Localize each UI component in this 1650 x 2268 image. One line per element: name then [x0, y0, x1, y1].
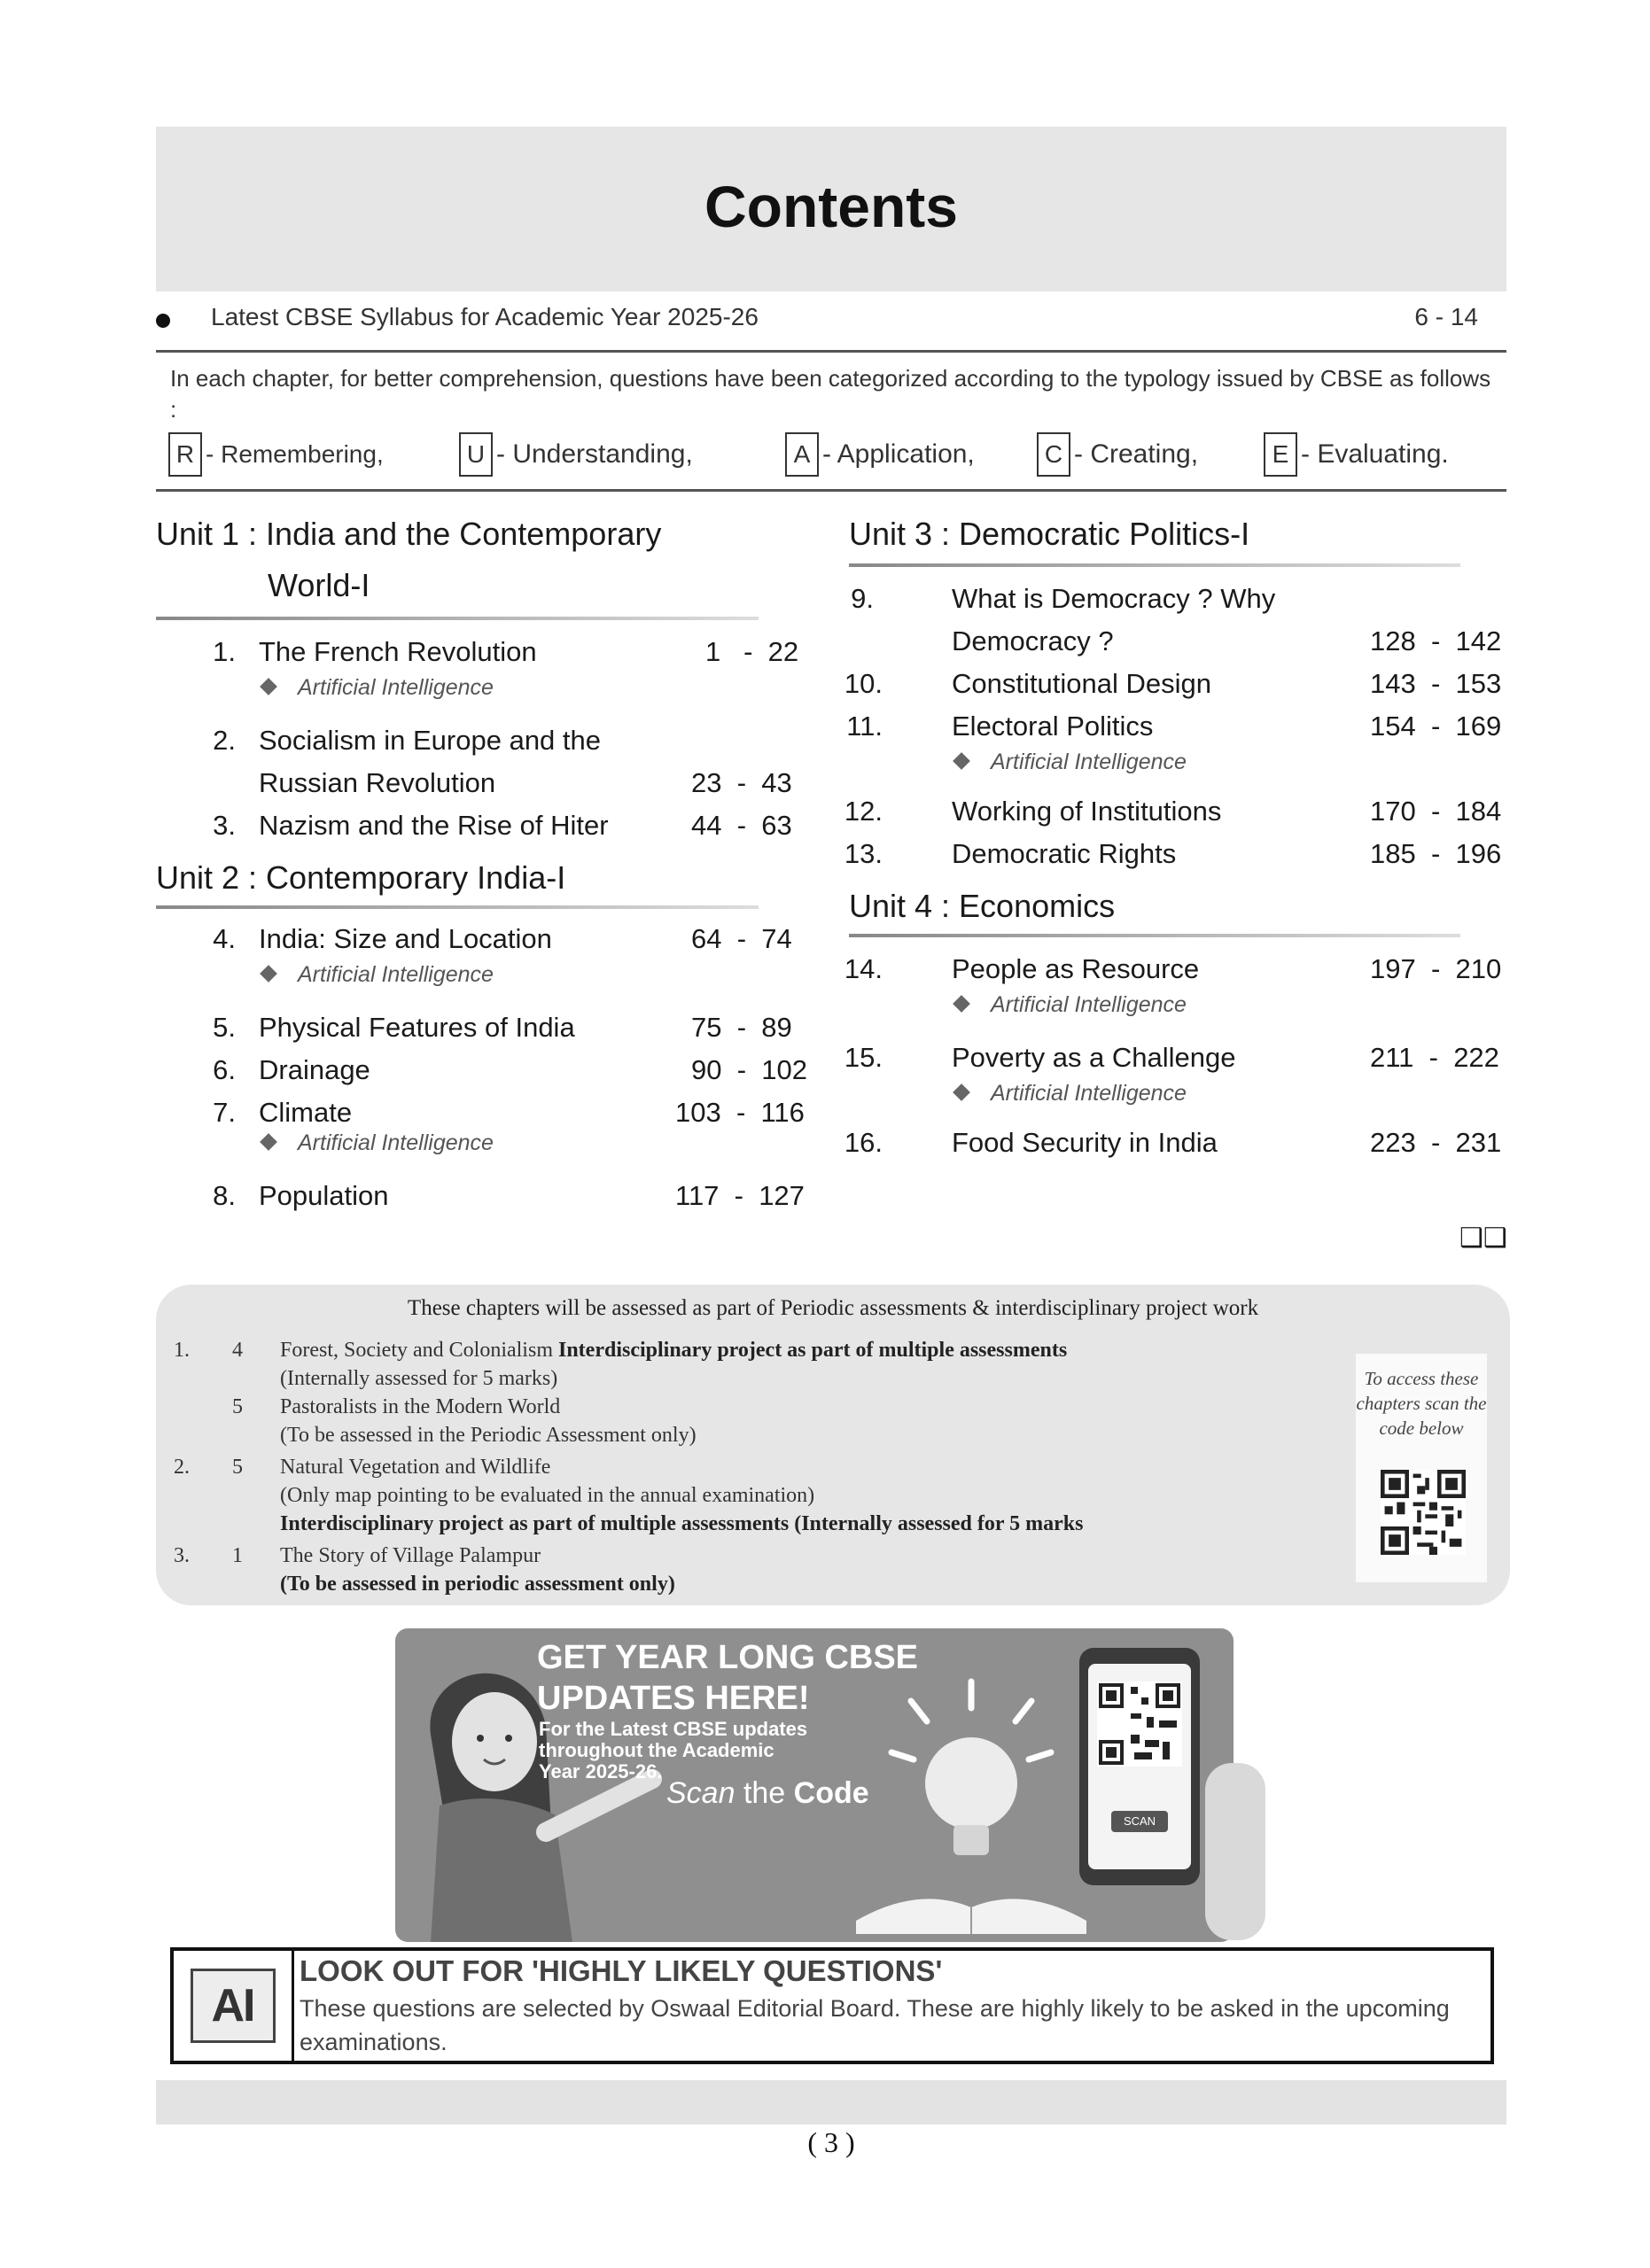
chapter-title: The French Revolution [259, 636, 537, 667]
chapter-row[interactable] [824, 1037, 1498, 1079]
ai-tag [955, 992, 1187, 1018]
syllabus-row[interactable] [156, 303, 1506, 353]
ai-tag [955, 750, 1187, 775]
chapter-title: Working of Institutions [952, 796, 1222, 827]
ai-tag-label: Artificial Intelligence [298, 675, 494, 700]
chapter-title: What is Democracy ? Why [952, 583, 1276, 614]
scan-word: Scan [666, 1776, 735, 1810]
hand-illustration [1205, 1763, 1265, 1940]
chapter-title: Nazism and the Rise of Hiter [259, 810, 609, 841]
assessment-chapter [280, 1336, 1067, 1364]
chapter-row[interactable] [824, 1122, 1502, 1164]
chapter-title: Socialism in Europe and the [259, 725, 602, 756]
assessment-bold-note: Interdisciplinary project as part of multiple assessments (Internally assessed for 5 marks [280, 1512, 1084, 1535]
chapter-pages: 128 - 142 [1370, 625, 1502, 656]
chapter-number: 1. [213, 636, 236, 667]
unit-1-title-cont: World-I [268, 567, 370, 603]
chapter-title: People as Resource [952, 953, 1200, 984]
assessment-index: 1. [174, 1339, 190, 1362]
diamond-icon [953, 995, 970, 1013]
typology-letter-box: C [1037, 432, 1070, 477]
assessment-title: These chapters will be assessed as part of Periodic assessments & interdisciplinary project work [407, 1296, 1259, 1320]
assessment-chapter-number: 4 [232, 1339, 243, 1362]
typology-item-understanding [459, 432, 693, 477]
chapter-number: 3. [213, 810, 236, 841]
ai-box-text: These questions are selected by Oswaal Editorial Board. These are highly likely to be asked in the upcoming examinations. [300, 1995, 1450, 2055]
chapter-row[interactable] [0, 1091, 824, 1134]
banner-subtext-line: Year 2025-26. [539, 1760, 663, 1783]
scan-the-code-label [666, 1776, 869, 1811]
chapter-number: 9. [851, 583, 874, 614]
ai-tag [262, 962, 494, 988]
chapter-number: 2. [213, 725, 236, 756]
banner-subtext-line: For the Latest CBSE updates [539, 1718, 808, 1740]
diamond-icon [260, 1133, 277, 1151]
ai-box-heading: LOOK OUT FOR 'HIGHLY LIKELY QUESTIONS' [300, 1954, 943, 1987]
diamond-icon [953, 1084, 970, 1101]
assessment-note: (Only map pointing to be evaluated in the annual examination) [280, 1484, 815, 1507]
chapter-title: Drainage [259, 1054, 370, 1085]
assessment-bold-note: Interdisciplinary project as part of multiple assessments [557, 1339, 1068, 1362]
ai-tag [262, 675, 494, 701]
chapter-title: Democratic Rights [952, 838, 1177, 869]
banner-subtext [539, 1719, 807, 1783]
chapter-row[interactable] [0, 918, 824, 960]
chapter-pages: 23 - 43 [691, 767, 792, 798]
banner-heading-line: GET YEAR LONG CBSE [537, 1639, 919, 1676]
typology-label: - Application, [822, 439, 975, 469]
diamond-icon [260, 965, 277, 983]
chapter-number: 14. [844, 953, 883, 984]
chapter-pages: 64 - 74 [691, 923, 792, 954]
unit-3-title: Unit 3 : Democratic Politics-I [849, 516, 1250, 552]
divider [156, 489, 1506, 492]
assessment-index: 2. [174, 1456, 190, 1479]
chapter-title-cont: Democracy ? [952, 625, 1114, 656]
typology-item-application [785, 432, 975, 477]
page-title: Contents [704, 174, 958, 239]
banner-subtext-line: throughout the Academic [539, 1739, 774, 1761]
unit-1-title: Unit 1 : India and the Contemporary [156, 516, 662, 552]
footer-band [156, 2080, 1506, 2124]
page-number: ( 3 ) [807, 2126, 855, 2158]
diamond-icon [260, 678, 277, 695]
typology-letter-box: E [1264, 432, 1297, 477]
unit-4-title: Unit 4 : Economics [849, 888, 1116, 924]
chapter-number: 6. [213, 1054, 236, 1085]
chapter-pages: 185 - 196 [1370, 838, 1502, 869]
end-marks: ❑❑ [1459, 1223, 1507, 1253]
qr-panel[interactable] [1356, 1354, 1487, 1582]
chapter-pages: 44 - 63 [691, 810, 792, 841]
unit-divider [849, 563, 1460, 567]
chapter-row[interactable] [824, 578, 1502, 663]
chapter-title: Climate [259, 1097, 353, 1128]
chapter-title: Electoral Politics [952, 711, 1154, 742]
typology-item-creating [1037, 432, 1198, 477]
chapter-title: India: Size and Location [259, 923, 552, 954]
chapter-number: 11. [846, 711, 883, 742]
assessment-chapter-title: Pastoralists in the Modern World [280, 1395, 561, 1418]
chapter-number: 13. [844, 838, 883, 869]
qr-caption: To access these chapters scan the code below [1356, 1368, 1487, 1439]
chapter-row[interactable] [824, 663, 1502, 705]
the-word: the [743, 1776, 786, 1810]
typology-label: - Creating, [1074, 439, 1199, 469]
assessment-bold-note: (To be assessed in periodic assessment only) [280, 1573, 675, 1596]
unit-2-title: Unit 2 : Contemporary India-I [156, 859, 566, 896]
chapter-title-cont: Russian Revolution [259, 767, 496, 798]
assessment-note: (Internally assessed for 5 marks) [280, 1367, 558, 1390]
ai-tag-label: Artificial Intelligence [991, 1081, 1187, 1106]
chapter-number: 5. [213, 1012, 236, 1043]
chapter-title: Physical Features of India [259, 1012, 575, 1043]
chapter-number: 15. [844, 1042, 883, 1073]
diamond-icon [953, 752, 970, 770]
unit-divider [849, 934, 1460, 937]
ai-logo-icon: AI [191, 1969, 276, 2043]
chapter-row[interactable] [0, 631, 824, 673]
assessment-index: 3. [174, 1544, 190, 1567]
chapter-pages: 75 - 89 [691, 1012, 792, 1043]
unit-divider [156, 905, 759, 909]
highly-likely-questions-box [170, 1947, 1494, 2064]
chapter-title: Population [259, 1180, 389, 1211]
assessment-note: (To be assessed in the Periodic Assessment only) [280, 1424, 697, 1447]
typology-label: - Understanding, [496, 439, 693, 469]
chapter-title: Food Security in India [952, 1127, 1218, 1158]
chapter-pages: 90 - 102 [691, 1054, 807, 1085]
chapter-row[interactable] [0, 719, 824, 804]
chapter-number: 16. [844, 1127, 883, 1158]
ai-tag [262, 1130, 494, 1156]
chapter-pages: 197 - 210 [1370, 953, 1502, 984]
chapter-pages: 223 - 231 [1370, 1127, 1502, 1158]
phone-scan-button[interactable]: SCAN [1111, 1811, 1168, 1832]
bullet-icon [156, 314, 170, 328]
chapter-number: 10. [844, 668, 883, 699]
chapter-title: Constitutional Design [952, 668, 1211, 699]
chapter-number: 4. [213, 923, 236, 954]
chapter-number: 8. [213, 1180, 236, 1211]
typology-item-remembering [168, 432, 384, 477]
chapter-pages: 154 - 169 [1370, 711, 1502, 742]
chapter-row[interactable] [0, 1175, 824, 1217]
unit-divider [156, 617, 759, 620]
code-word: Code [793, 1776, 869, 1810]
banner-heading-line: UPDATES HERE! [537, 1680, 810, 1717]
chapter-row[interactable] [0, 1006, 824, 1049]
chapter-pages: 211 - 222 [1370, 1042, 1499, 1073]
assessment-chapter-number: 5 [232, 1456, 243, 1479]
chapter-row[interactable] [824, 833, 1502, 875]
chapter-pages: 170 - 184 [1370, 796, 1502, 827]
typology-letter-box: R [168, 432, 202, 477]
typology-item-evaluating [1264, 432, 1449, 477]
chapter-pages: 143 - 153 [1370, 668, 1502, 699]
chapter-number: 12. [844, 796, 883, 827]
ai-tag-label: Artificial Intelligence [991, 992, 1187, 1017]
typology-legend [168, 432, 1506, 482]
typology-label: - Remembering, [206, 440, 384, 468]
chapter-row[interactable] [0, 804, 824, 847]
typology-label: - Evaluating. [1301, 439, 1449, 469]
chapter-row[interactable] [0, 1049, 824, 1091]
typology-letter-box: U [459, 432, 493, 477]
syllabus-pages: 6 - 14 [1414, 303, 1478, 330]
ai-tag-label: Artificial Intelligence [298, 962, 494, 987]
banner-heading [537, 1637, 918, 1719]
syllabus-link-text: Latest CBSE Syllabus for Academic Year 2025-26 [211, 303, 759, 330]
chapter-number: 7. [213, 1097, 236, 1128]
typology-intro: In each chapter, for better comprehension, questions have been categorized according to the typology issued by CBSE as follows : [170, 365, 1491, 423]
chapter-pages: 103 - 116 [675, 1097, 805, 1128]
chapter-pages: 1 - 22 [705, 636, 799, 667]
assessment-chapter-title: The Story of Village Palampur [280, 1544, 541, 1567]
ai-tag-label: Artificial Intelligence [991, 750, 1187, 774]
chapter-pages: 117 - 127 [675, 1180, 805, 1211]
assessment-chapter-title: Natural Vegetation and Wildlife [280, 1456, 551, 1479]
assessment-chapter-number: 1 [232, 1544, 243, 1567]
qr-code-icon[interactable] [1381, 1469, 1466, 1556]
ai-logo-cell [174, 1951, 294, 2061]
typology-letter-box: A [785, 432, 819, 477]
ai-tag-label: Artificial Intelligence [298, 1130, 494, 1155]
chapter-row[interactable] [824, 948, 1502, 990]
chapter-row[interactable] [824, 705, 1502, 748]
assessment-chapter-title: Forest, Society and Colonialism [280, 1339, 553, 1362]
chapter-title: Poverty as a Challenge [952, 1042, 1236, 1073]
chapter-row[interactable] [824, 790, 1502, 833]
ai-tag [955, 1081, 1187, 1107]
assessment-chapter-number: 5 [232, 1395, 243, 1418]
